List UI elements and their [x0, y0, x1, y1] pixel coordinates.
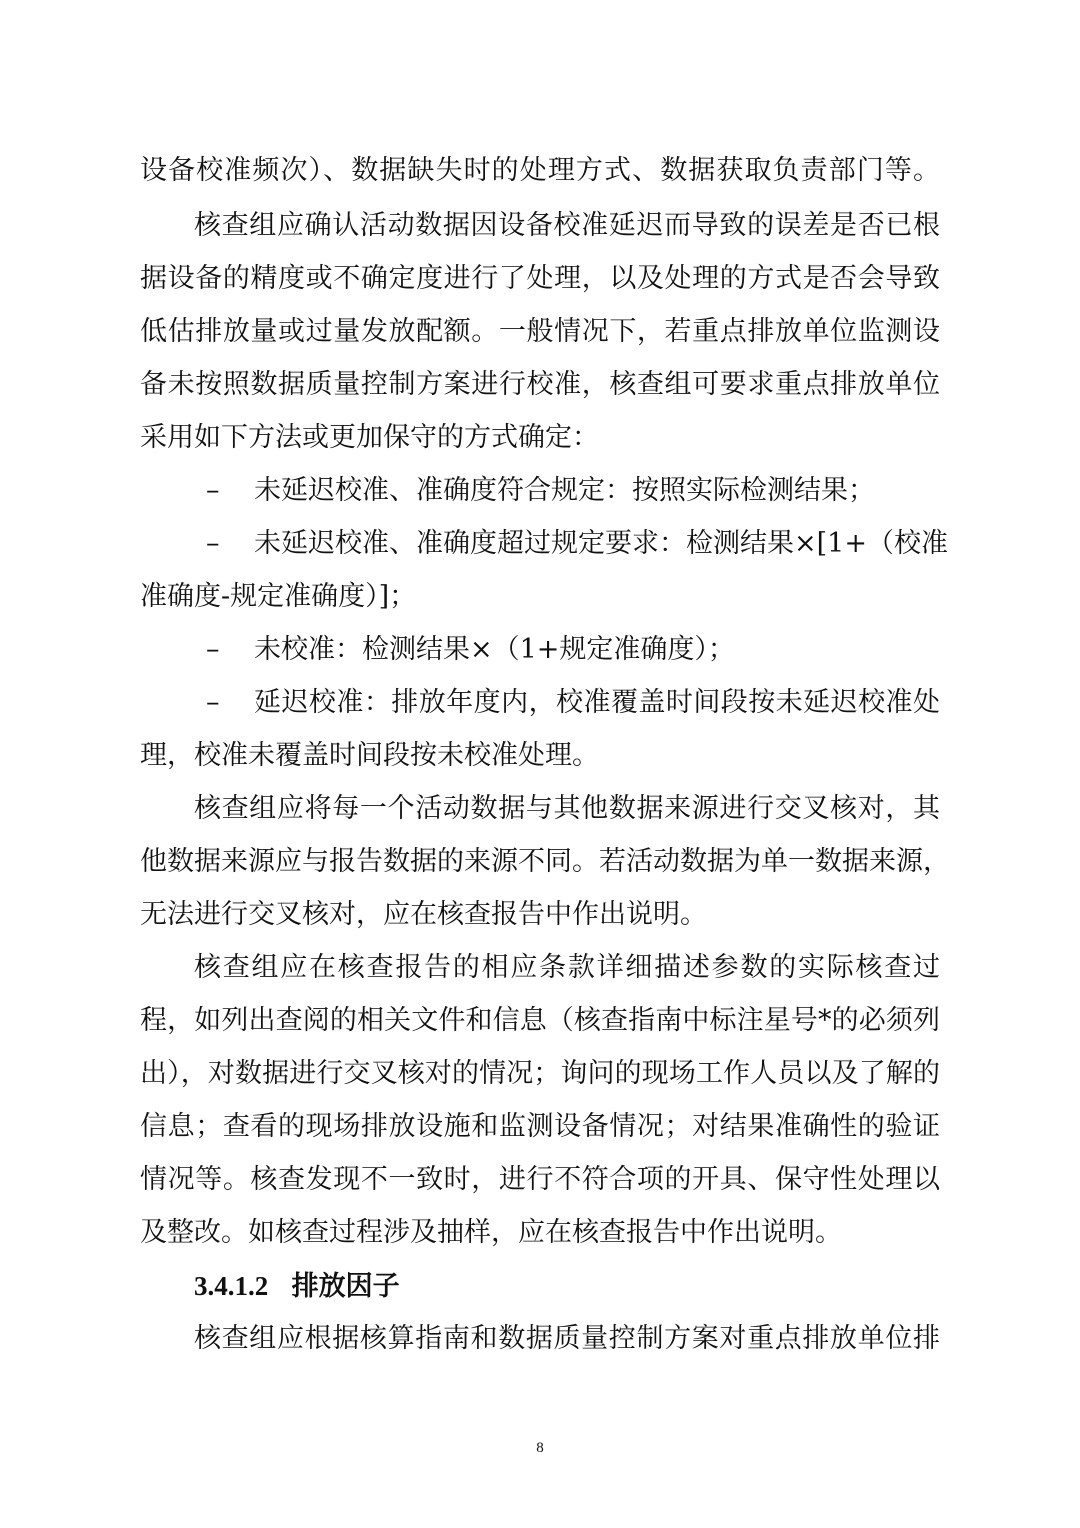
page-number: 8	[536, 1440, 544, 1456]
paragraph-line: 设备校准频次）、数据缺失时的处理方式、数据获取负责部门等。	[140, 155, 940, 186]
section-number: 3.4.1.2	[194, 1271, 269, 1301]
section-title: 排放因子	[291, 1271, 400, 1302]
list-item	[140, 473, 940, 509]
list-item-text: 延迟校准：排放年度内，校准覆盖时间段按未延迟校准处	[254, 687, 940, 718]
paragraph-line: 核查组应将每一个活动数据与其他数据来源进行交叉核对，其	[194, 793, 940, 824]
paragraph-line: 及整改。如核查过程涉及抽样，应在核查报告中作出说明。	[140, 1217, 842, 1248]
list-dash: –	[206, 528, 220, 559]
paragraph-line: 他数据来源应与报告数据的来源不同。若活动数据为单一数据来源，	[140, 846, 950, 877]
list-item-text: 未延迟校准、准确度符合规定：按照实际检测结果；	[254, 475, 875, 506]
list-item	[140, 632, 940, 668]
paragraph-line: 情况等。核查发现不一致时，进行不符合项的开具、保守性处理以	[140, 1164, 940, 1195]
list-item-text: 未延迟校准、准确度超过规定要求：检测结果×[1+（校准	[254, 528, 948, 559]
paragraph-line: 低估排放量或过量发放配额。一般情况下，若重点排放单位监测设	[140, 316, 940, 347]
paragraph-line: 核查组应在核查报告的相应条款详细描述参数的实际核查过	[194, 952, 940, 983]
list-dash: –	[206, 687, 220, 718]
paragraph-line: 准确度-规定准确度）]；	[140, 581, 417, 612]
list-dash: –	[206, 475, 220, 506]
list-item-text: 未校准：检测结果×（1+规定准确度）；	[254, 634, 735, 665]
paragraph-line: 程，如列出查阅的相关文件和信息（核查指南中标注星号*的必须列	[140, 1005, 940, 1036]
list-item	[140, 526, 948, 562]
paragraph-line: 采用如下方法或更加保守的方式确定：	[140, 422, 599, 453]
list-dash: –	[206, 634, 220, 665]
paragraph-line: 信息；查看的现场排放设施和监测设备情况；对结果准确性的验证	[140, 1111, 940, 1142]
paragraph-line: 出），对数据进行交叉核对的情况；询问的现场工作人员以及了解的	[140, 1058, 940, 1089]
paragraph-line: 核查组应确认活动数据因设备校准延迟而导致的误差是否已根	[194, 210, 940, 241]
paragraph-line: 理，校准未覆盖时间段按未校准处理。	[140, 740, 599, 771]
section-heading	[194, 1268, 400, 1304]
paragraph-line: 无法进行交叉核对，应在核查报告中作出说明。	[140, 899, 707, 930]
paragraph-line: 据设备的精度或不确定度进行了处理，以及处理的方式是否会导致	[140, 263, 940, 294]
paragraph-line: 备未按照数据质量控制方案进行校准，核查组可要求重点排放单位	[140, 369, 940, 400]
list-item	[140, 685, 940, 721]
paragraph-line: 核查组应根据核算指南和数据质量控制方案对重点排放单位排	[194, 1323, 940, 1354]
